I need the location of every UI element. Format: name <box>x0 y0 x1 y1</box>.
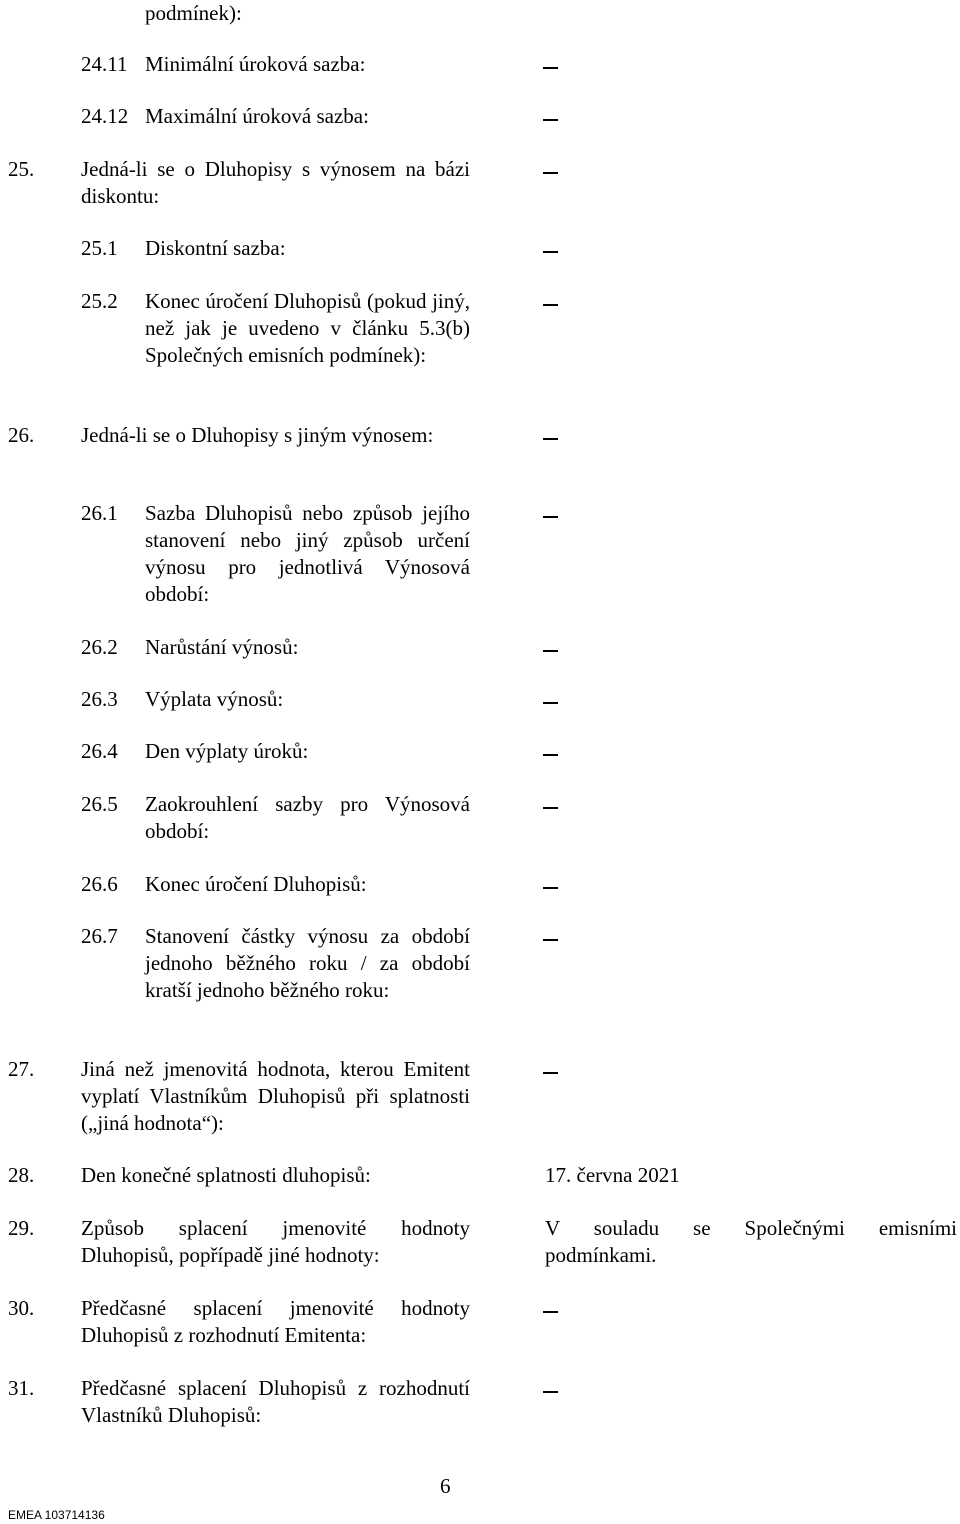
item-value: 17. června 2021 <box>545 1163 680 1187</box>
item-value-dash <box>543 119 558 121</box>
item-number: 24.11 <box>81 52 128 76</box>
item-number: 26.3 <box>81 687 118 711</box>
item-value-dash <box>543 702 558 704</box>
item-number: 25.2 <box>81 289 118 313</box>
item-label: Maximální úroková sazba: <box>145 104 369 128</box>
item-number: 30. <box>8 1296 35 1320</box>
item-label: Diskontní sazba: <box>145 236 286 260</box>
item-number: 31. <box>8 1376 35 1400</box>
item-value-dash <box>543 251 558 253</box>
item-value-dash <box>543 807 558 809</box>
item-value-dash <box>543 1311 558 1313</box>
item-value-dash <box>543 438 558 440</box>
item-value-dash <box>543 887 558 889</box>
item-label: Konec úročení Dluhopisů (pokud jiný, než jak je uvedeno v článku 5.3(b) Společných emisních podmínek): <box>145 289 470 367</box>
item-label: Minimální úroková sazba: <box>145 52 366 76</box>
item-value-dash <box>543 172 558 174</box>
item-value-dash <box>543 754 558 756</box>
item-number: 29. <box>8 1216 35 1240</box>
item-label: Sazba Dluhopisů nebo způsob jejího stanovení nebo jiný způsob určení výnosu pro jednotlivá Výnosová období: <box>145 501 470 606</box>
item-label: Předčasné splacení Dluhopisů z rozhodnutí Vlastníků Dluhopisů: <box>81 1376 470 1427</box>
item-number: 27. <box>8 1057 35 1081</box>
item-label: Jedná-li se o Dluhopisy s výnosem na bázi diskontu: <box>81 157 470 208</box>
item-number: 26. <box>8 423 35 447</box>
item-value-dash <box>543 304 558 306</box>
item-label: Způsob splacení jmenovité hodnoty Dluhopisů, popřípadě jiné hodnoty: <box>81 1216 470 1267</box>
item-value-dash <box>543 650 558 652</box>
item-number: 28. <box>8 1163 35 1187</box>
item-value-dash <box>543 516 558 518</box>
item-number: 25.1 <box>81 236 118 260</box>
item-value-dash <box>543 1391 558 1393</box>
item-number: 26.2 <box>81 635 118 659</box>
item-label: Jiná než jmenovitá hodnota, kterou Emitent vyplatí Vlastníkům Dluhopisů při splatnosti („jiná hodnota“): <box>81 1057 470 1135</box>
item-label: Den výplaty úroků: <box>145 739 309 763</box>
item-number: 26.6 <box>81 872 118 896</box>
item-value: V souladu se Společnými emisními podmínkami. <box>545 1216 957 1267</box>
item-label: Stanovení částky výnosu za období jednoho běžného roku / za období kratší jednoho běžného roku: <box>145 924 470 1002</box>
page-number: 6 <box>440 1474 451 1498</box>
item-number: 24.12 <box>81 104 129 128</box>
item-label: Konec úročení Dluhopisů: <box>145 872 367 896</box>
item-label: Zaokrouhlení sazby pro Výnosová období: <box>145 792 470 843</box>
item-value-dash <box>543 939 558 941</box>
item-label: Den konečné splatnosti dluhopisů: <box>81 1163 371 1187</box>
item-value-dash <box>543 67 558 69</box>
item-label: podmínek): <box>145 1 242 25</box>
item-number: 26.7 <box>81 924 118 948</box>
item-label: Výplata výnosů: <box>145 687 284 711</box>
document-id: EMEA 103714136 <box>8 1508 105 1522</box>
item-number: 26.5 <box>81 792 118 816</box>
item-value-dash <box>543 1072 558 1074</box>
item-label: Jedná-li se o Dluhopisy s jiným výnosem: <box>81 423 434 447</box>
item-number: 26.4 <box>81 739 118 763</box>
item-label: Předčasné splacení jmenovité hodnoty Dluhopisů z rozhodnutí Emitenta: <box>81 1296 470 1347</box>
item-number: 25. <box>8 157 35 181</box>
item-number: 26.1 <box>81 501 118 525</box>
item-label: Narůstání výnosů: <box>145 635 299 659</box>
